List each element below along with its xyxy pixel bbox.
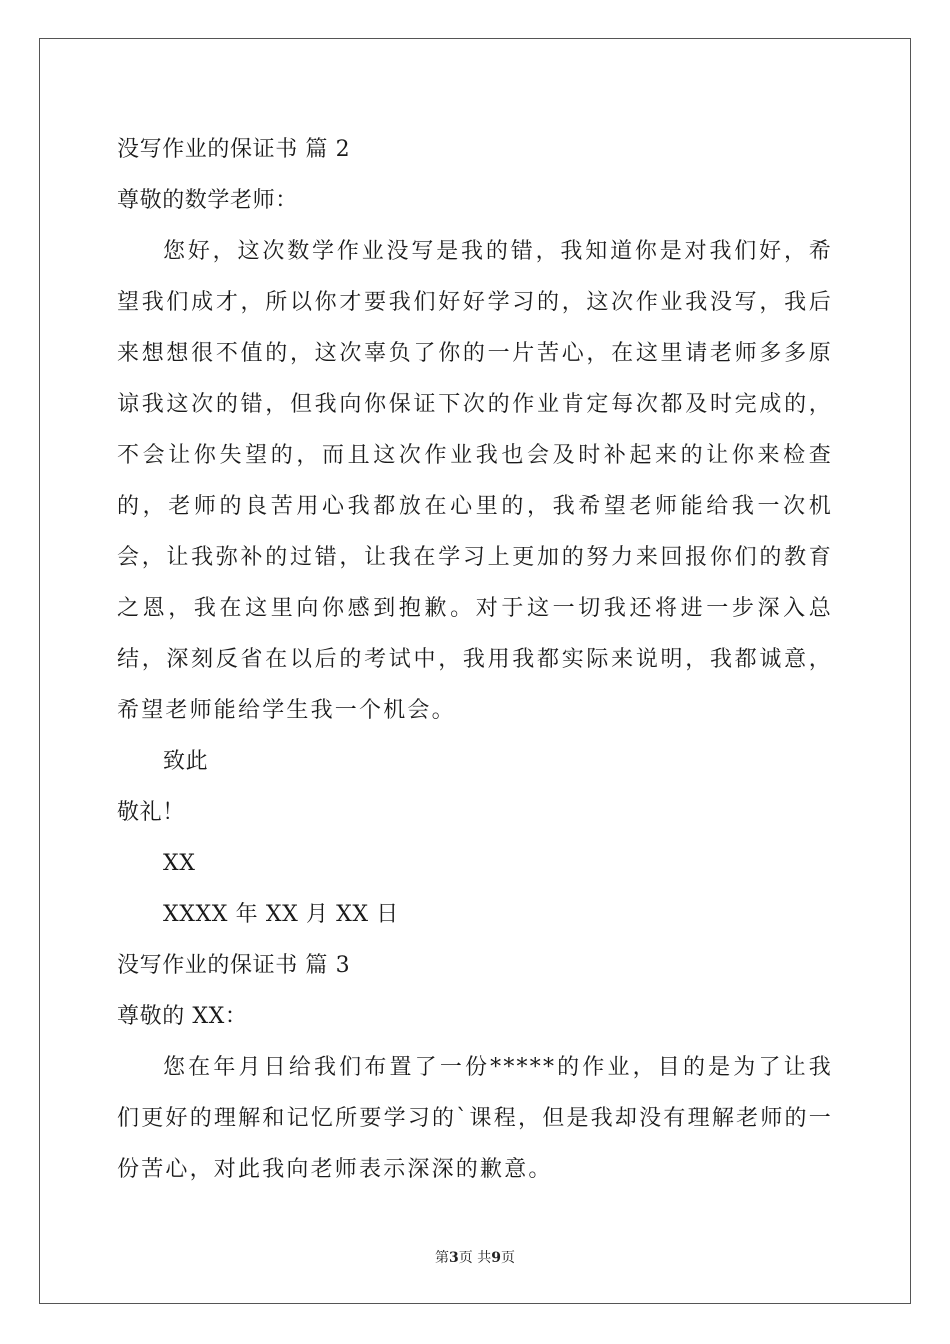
section-2-date: XXXX 年 XX 月 XX 日 bbox=[163, 902, 399, 927]
section-3-heading: 没写作业的保证书 篇 3 bbox=[117, 953, 351, 978]
section-2-body: 您好，这次数学作业没写是我的错，我知道你是对我们好，希望我们成才，所以你才要我们好好学习的，这次作业我没写，我后来想想很不值的，这次辜负了你的一片苦心，在这里请老师多多原谅我这次的错，但我向你保证下次的作业肯定每次都及时完成的，不会让你失望的，而且这次作业我也会及时补起来的让你来检查的，老师的良苦用心我都放在心里的，我希望老师能给我一次机会，让我弥补的过错，让我在学习上更加的努力来回报你们的教育之恩，我在这里向你感到抱歉。对于这一切我还将进一步深入总结，深刻反省在以后的考试中，我用我都实际来说明，我都诚意，希望老师能给学生我一个机会。 bbox=[117, 239, 833, 723]
section-2-closing-zhici: 致此 bbox=[163, 749, 209, 774]
footer-page-prefix: 第 bbox=[435, 1250, 450, 1266]
footer-page-suffix: 页 bbox=[500, 1250, 515, 1266]
footer-page-current: 3 bbox=[449, 1250, 459, 1266]
section-2-signature: XX bbox=[163, 851, 196, 876]
section-2-heading: 没写作业的保证书 篇 2 bbox=[117, 137, 351, 162]
document-content bbox=[117, 124, 833, 1195]
page-footer bbox=[0, 1247, 950, 1267]
section-2-salutation: 尊敬的数学老师： bbox=[117, 188, 298, 213]
section-2-closing-jingli: 敬礼！ bbox=[117, 800, 185, 825]
footer-page-mid: 页 共 bbox=[458, 1250, 492, 1266]
footer-page-total: 9 bbox=[491, 1250, 501, 1266]
section-3-salutation: 尊敬的 XX： bbox=[117, 1004, 248, 1029]
section-3-body: 您在年月日给我们布置了一份*****的作业，目的是为了让我们更好的理解和记忆所要学习的`课程，但是我却没有理解老师的一份苦心，对此我向老师表示深深的歉意。 bbox=[117, 1055, 833, 1182]
